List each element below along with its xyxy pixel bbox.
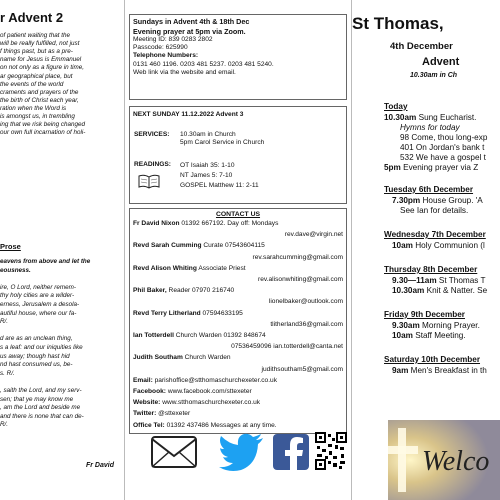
- contact-detail: judithsoutham5@gmail.com: [261, 365, 343, 373]
- reading-item: NT James 5: 7-10: [180, 172, 233, 179]
- schedule-day-heading: Wednesday 7th December: [384, 230, 486, 239]
- services-label: SERVICES:: [134, 131, 170, 138]
- reflection-line: ar geographical place, but: [0, 72, 73, 80]
- contact-detail: Reader 07970 216740: [166, 287, 235, 295]
- contact-detail: www.stthomaschurchexeter.co.uk: [160, 399, 261, 407]
- contact-name: Twitter:: [133, 410, 157, 418]
- contact-name: Fr David Nixon: [133, 220, 180, 227]
- qr-code-icon: [315, 432, 347, 470]
- next-sunday-box: [129, 106, 347, 204]
- schedule-line: [400, 133, 487, 143]
- prose-line: ire, O Lord, neither remem-: [0, 283, 76, 291]
- contact-line: [133, 420, 343, 431]
- zoom-info-box: [129, 14, 347, 100]
- schedule-line: [392, 331, 466, 341]
- schedule-line: [392, 276, 485, 286]
- contact-detail: rev.sarahcumming@gmail.com: [252, 253, 343, 261]
- reflection-line: on not only as a figure in time,: [0, 64, 85, 72]
- contact-line: [133, 252, 343, 263]
- schedule-day-heading: Today: [384, 102, 408, 111]
- reflection-line: our own full incarnation of holi-: [0, 129, 86, 137]
- schedule-line: [400, 123, 460, 133]
- contact-line: [133, 296, 343, 307]
- prose-line: d are as an unclean thing,: [0, 335, 73, 343]
- prose-line: autiful house, where our fa-: [0, 309, 77, 317]
- zoom-info-line: Telephone Numbers:: [133, 52, 199, 60]
- schedule-detail: Evening prayer via Z: [400, 163, 479, 172]
- prose-line: R/.: [0, 421, 9, 429]
- contact-line: [133, 308, 343, 319]
- schedule-time: 7.30pm: [392, 196, 421, 205]
- prose-line: , saith the Lord, and my serv-: [0, 387, 82, 394]
- schedule-line: [392, 196, 483, 206]
- schedule-detail: St Thomas T: [436, 276, 486, 285]
- contact-line: [133, 364, 343, 375]
- contact-detail: rev.dave@virgin.net: [284, 231, 343, 239]
- contact-name: Phil Baker,: [133, 287, 167, 295]
- contact-line: [133, 218, 343, 229]
- contact-line: [133, 274, 343, 285]
- contact-line: [133, 341, 343, 352]
- reflection-line: f things past, but as a pre-: [0, 48, 73, 56]
- schedule-line: [384, 163, 478, 173]
- right-column: [352, 0, 500, 500]
- schedule-time: 10.30am: [384, 113, 417, 122]
- prose-line: s a leaf: and our iniquities like: [0, 344, 83, 351]
- readings-label: READINGS:: [134, 161, 171, 168]
- prose-line: s. R/.: [0, 369, 15, 377]
- signature: Fr David: [85, 462, 114, 469]
- prose-line: , am the Lord and beside me: [0, 404, 81, 412]
- contact-line: [133, 375, 343, 386]
- schedule-time: 10.30am: [392, 286, 425, 295]
- prose-line: eavens from above and let the: [0, 258, 91, 265]
- contact-name: Website:: [133, 399, 161, 407]
- reflection-line: ing that we risk being changed: [0, 121, 86, 129]
- zoom-info-line: Sundays in Advent 4th & 18th Dec: [133, 17, 250, 26]
- contact-detail: 01392 667192. Day off: Mondays: [179, 220, 279, 227]
- middle-column: [124, 0, 352, 500]
- twitter-icon: [217, 432, 265, 472]
- reflection-line: ration when the Word is: [0, 104, 67, 112]
- contact-line: [133, 397, 343, 408]
- contact-detail: tlitherland36@gmail.com: [270, 320, 343, 328]
- reading-item: GOSPEL Matthew 11: 2-11: [180, 182, 259, 189]
- schedule-day-heading: Thursday 8th December: [384, 265, 478, 274]
- zoom-info-line: Passcode: 625990: [133, 44, 188, 52]
- contact-detail: rev.alisonwhiting@gmail.com: [258, 276, 343, 284]
- schedule-day-heading: Friday 9th December: [384, 310, 465, 319]
- schedule-detail: Staff Meeting.: [412, 331, 466, 340]
- schedule-detail: Holy Communion (l: [412, 241, 485, 250]
- service-item: 5pm Carol Service in Church: [180, 139, 265, 147]
- schedule-line: [400, 143, 484, 153]
- schedule-line: [400, 206, 468, 216]
- contact-detail: Associate Priest: [196, 264, 246, 272]
- schedule-time: 5pm: [384, 163, 401, 172]
- zoom-info-line: 0131 460 1196. 0203 481 5237. 0203 481 5240.: [133, 60, 274, 68]
- contact-name: Facebook:: [133, 388, 166, 396]
- service-time: 10.30am in Ch: [410, 72, 458, 79]
- contact-detail: Church Warden: [182, 354, 231, 362]
- contact-detail: Curate 07543604115: [201, 242, 265, 250]
- schedule-time: 9am: [392, 366, 409, 375]
- contact-line: [133, 319, 343, 330]
- schedule-line: [400, 153, 486, 163]
- facebook-icon: [273, 434, 309, 470]
- schedule-detail: Morning Prayer.: [419, 321, 480, 330]
- contact-name: Ian Totterdell: [133, 332, 174, 340]
- contact-detail: @sttexeter: [156, 410, 191, 418]
- schedule-day-heading: Tuesday 6th December: [384, 185, 474, 194]
- prose-line: sen; that ye may know me: [0, 395, 74, 403]
- prose-line: eousness.: [0, 266, 31, 274]
- church-title: St Thomas,: [352, 14, 444, 33]
- next-sunday-heading: NEXT SUNDAY 11.12.2022 Advent 3: [133, 111, 244, 118]
- schedule-time: 9.30am: [392, 321, 420, 330]
- schedule-line: [384, 113, 476, 123]
- contact-name: Revd Sarah Cumming: [133, 242, 202, 250]
- schedule-detail: Sung Eucharist.: [416, 113, 477, 122]
- contact-detail: parishoffice@stthomaschurchexeter.co.uk: [152, 376, 278, 384]
- zoom-info-line: Web link via the website and email.: [133, 68, 236, 76]
- email-icon: [149, 434, 199, 470]
- reflection-line: of patient waiting that the: [0, 32, 71, 39]
- schedule-line: [392, 286, 487, 296]
- prose-line: erness, Jerusalem a desola-: [0, 301, 80, 308]
- zoom-info-line: Evening prayer at 5pm via Zoom.: [133, 26, 246, 36]
- advent-label: Advent: [422, 56, 460, 68]
- schedule-line: [392, 321, 480, 331]
- schedule-time: 9.30—11am: [392, 276, 437, 285]
- schedule-time: Hymns for today: [400, 123, 460, 132]
- schedule-line: [392, 241, 485, 251]
- reading-item: OT Isaiah 35: 1-10: [180, 162, 235, 169]
- contact-detail: www.facebook.com/sttexeter: [165, 388, 252, 396]
- contact-name: Revd Terry Litherland: [133, 309, 201, 317]
- schedule-detail: Men's Breakfast in th: [408, 366, 487, 375]
- schedule-time: 10am: [392, 331, 413, 340]
- zoom-info-line: Meeting ID: 839 0283 2802: [133, 36, 213, 43]
- schedule-time: 532 We have a gospel t: [400, 153, 486, 162]
- contact-detail: lionelbaker@outlook.com: [268, 298, 343, 306]
- readings-list: [180, 161, 259, 191]
- reflection-title: r Advent 2: [0, 10, 64, 25]
- reflection-line: is amongst us, in trembling: [0, 113, 75, 120]
- contact-name: Revd Alison Whiting: [133, 264, 197, 272]
- schedule-day-heading: Saturday 10th December: [384, 355, 481, 364]
- reflection-line: the birth of Christ each year,: [0, 96, 79, 104]
- prose-line: R/.: [0, 318, 9, 326]
- prose-heading: Prose: [0, 242, 21, 251]
- contact-line: [133, 352, 343, 363]
- contact-line: [133, 408, 343, 419]
- contact-detail: 01392 437486 Messages at any time.: [164, 421, 277, 429]
- contact-name: Office Tel:: [133, 421, 165, 429]
- schedule-time: 401 On Jordan's bank t: [400, 143, 485, 152]
- schedule-time: 98 Come, thou long-exp: [400, 133, 488, 142]
- service-date: 4th December: [390, 41, 453, 52]
- contact-line: [133, 386, 343, 397]
- prose-line: us away; though hast hid: [0, 352, 70, 360]
- schedule-line: [392, 366, 487, 376]
- contact-detail: 07536459096 ian.totterdell@canta.net: [231, 343, 343, 351]
- schedule-detail: House Group. 'A: [420, 196, 483, 205]
- contact-name: Judith Southam: [133, 354, 183, 362]
- service-item: 10.30am in Church: [180, 131, 236, 138]
- welcome-text: Welco: [422, 446, 490, 477]
- contact-detail: Church Warden 01392 848674: [173, 332, 266, 340]
- contact-heading: CONTACT US: [215, 211, 261, 218]
- reflection-line: the events of the world: [0, 80, 64, 88]
- contact-line: [133, 285, 343, 296]
- schedule-detail: Knit & Natter. Se: [424, 286, 488, 295]
- contact-name: Email:: [133, 376, 153, 384]
- prose-line: and there is none that can de-: [0, 412, 84, 420]
- contact-box: [129, 208, 347, 434]
- contact-line: [133, 240, 343, 251]
- reflection-line: name for Jesus is Emmanuel: [0, 56, 82, 64]
- reflection-line: craments and prayers of the: [0, 88, 79, 96]
- contact-line: [133, 330, 343, 341]
- prose-line: thy holy cities are a wilder-: [0, 292, 75, 300]
- contact-line: [133, 263, 343, 274]
- services-list: [180, 131, 264, 147]
- contact-line: [133, 229, 343, 240]
- bible-icon: [138, 173, 160, 189]
- reflection-line: will be really fulfilled, not just: [0, 40, 80, 48]
- prose-line: nd hast consumed us, be-: [0, 361, 73, 369]
- left-column: [0, 0, 122, 500]
- contact-detail: 07594633195: [200, 309, 243, 317]
- schedule-time: 10am: [392, 241, 413, 250]
- schedule-time: See Ian for details.: [400, 206, 469, 215]
